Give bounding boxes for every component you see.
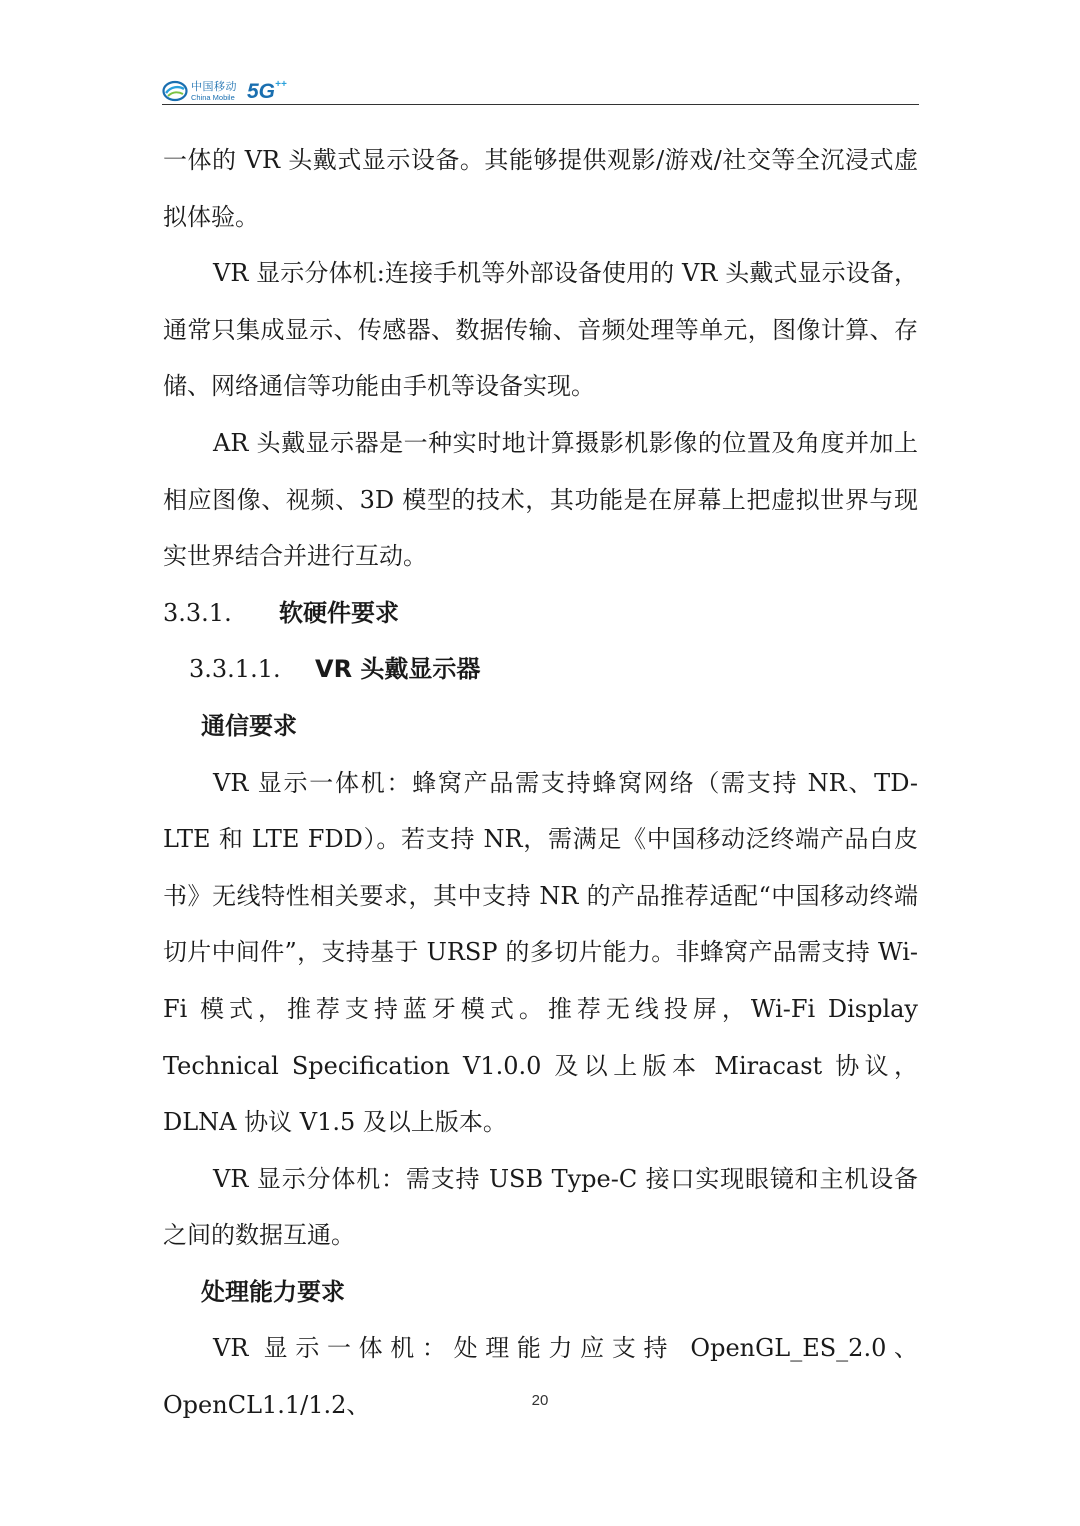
section-heading-3-3-1 [163, 585, 918, 642]
subheading-communication: 通信要求 [201, 711, 297, 740]
china-mobile-logo-icon [162, 78, 188, 104]
5g-logo [247, 78, 287, 103]
logo-en-text: China Mobile [191, 92, 235, 102]
paragraph-vr-split-device: VR 显示分体机:连接手机等外部设备使用的 VR 头戴式显示设备，通常只集成显示、传感器、数据传输、音频处理等单元，图像计算、存储、网络通信等功能由手机等设备实现。 [163, 259, 918, 401]
section-heading-3-3-1-1 [163, 641, 918, 698]
header-divider [162, 104, 919, 105]
5g-logo-mark: ++ [275, 78, 287, 90]
paragraph-communication-split: VR 显示分体机：需支持 USB Type-C 接口实现眼镜和主机设备之间的数据互通。 [163, 1164, 918, 1250]
5g-logo-text: 5G [247, 79, 276, 103]
paragraph-vr-all-in-one-cont: 一体的 VR 头戴式显示设备。其能够提供观影/游戏/社交等全沉浸式虚拟体验。 [163, 146, 918, 231]
logo-cn-text: 中国移动 [191, 79, 237, 93]
page-content [163, 132, 918, 1434]
paragraph-ar-headset: AR 头戴显示器是一种实时地计算摄影机影像的位置及角度并加上相应图像、视频、3D 模型的技术，其功能是在屏幕上把虚拟世界与现实世界结合并进行互动。 [163, 428, 918, 571]
section-number: 3.3.1. [163, 598, 232, 627]
page-number: 20 [531, 1392, 549, 1409]
paragraph-communication-all-in-one: VR 显示一体机：蜂窝产品需支持蜂窝网络（需支持 NR、TD-LTE 和 LTE FDD）。若支持 NR，需满足《中国移动泛终端产品白皮书》无线特性相关要求，其中支持 NR 的产品推荐适配“中国移动终端切片中间件”，支持基于 URSP 的多切片能力。非蜂窝产品需支持 Wi-Fi 模式，推荐支持蓝牙模式。推荐无线投屏，Wi-Fi Display Technical Specification V1.0.0 及以上版本 Miracast 协议，DLNA 协议 V1.5 及以上版本。 [163, 768, 918, 1137]
section-title: VR 头戴显示器 [315, 655, 481, 684]
paragraph-processing-all-in-one: VR 显示一体机：处理能力应支持 OpenGL_ES_2.0、OpenCL1.1/1.2、 [163, 1334, 918, 1420]
subheading-processing: 处理能力要求 [201, 1277, 345, 1306]
china-mobile-logo [162, 76, 287, 106]
page-header [162, 70, 919, 106]
section-number: 3.3.1.1. [189, 655, 281, 684]
section-title: 软硬件要求 [279, 598, 399, 627]
